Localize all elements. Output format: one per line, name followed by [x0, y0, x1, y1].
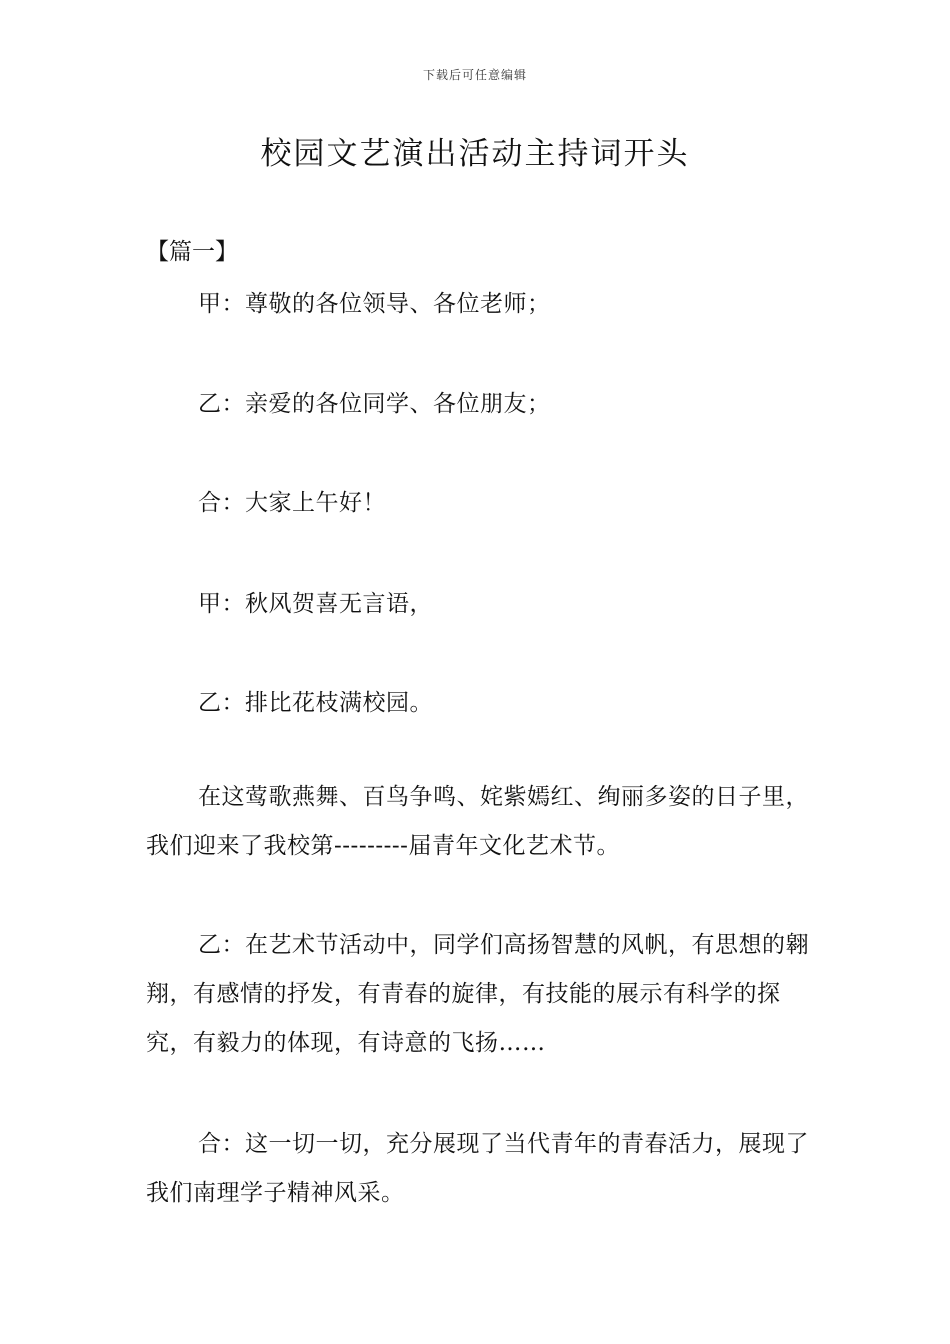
- dialogue-line-2: 乙：亲爱的各位同学、各位朋友；: [198, 391, 551, 417]
- dialogue-line-5: 乙：排比花枝满校园。: [198, 690, 433, 716]
- dialogue-line-1: 甲：尊敬的各位领导、各位老师；: [198, 291, 551, 317]
- paragraph-2: 乙：在艺术节活动中，同学们高扬智慧的风帆，有思想的翱翔，有感情的抒发，有青春的旋律，有技能的展示有科学的探究，有毅力的体现，有诗意的飞扬……: [146, 932, 809, 1056]
- header-note: 下载后可任意编辑: [422, 68, 527, 82]
- paragraph-1: 在这莺歌燕舞、百鸟争鸣、姹紫嫣红、绚丽多姿的日子里，我们迎来了我校第---------届青年文化艺术节。: [146, 784, 809, 859]
- document-title: 校园文艺演出活动主持词开头: [260, 136, 690, 172]
- paragraph-3: 合：这一切一切，充分展现了当代青年的青春活力，展现了我们南理学子精神风采。: [146, 1131, 809, 1206]
- dialogue-line-3: 合：大家上午好！: [198, 490, 386, 516]
- section-label: 【篇一】: [146, 239, 238, 265]
- dialogue-line-4: 甲：秋风贺喜无言语，: [198, 591, 433, 617]
